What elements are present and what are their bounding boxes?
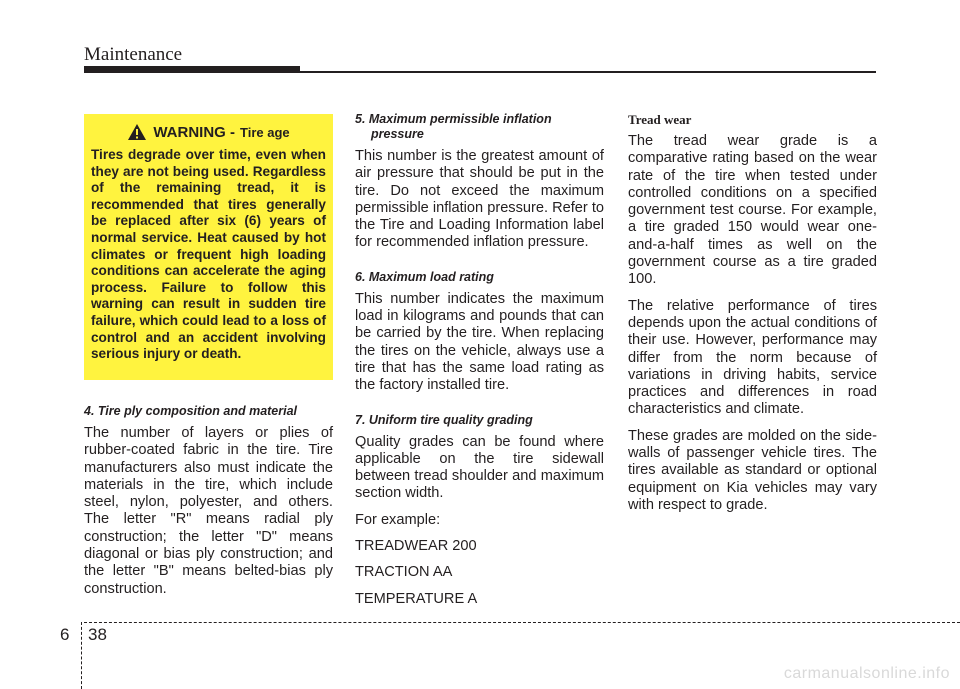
chapter-number: 6 xyxy=(60,625,70,644)
watermark: carmanualsonline.info xyxy=(783,665,950,682)
utqg-title: 7. Uniform tire quality grading xyxy=(355,412,533,427)
utqg-example-label: For example: xyxy=(355,511,441,528)
treadwear-paragraph-1: The tread wear grade is a comparative rating based on the wear rate of the tire when tested under controlled conditions on a specified government test course. For example, a tire graded 150 would wear one-and-a-half times as well on the government course as a tire graded 100. xyxy=(628,133,877,288)
ply-body: The number of layers or plies of rubber-coated fabric in the tire. Tire manufacturers also must indicate the materials in the tire, which include steel, nylon, polyester, and others. The letter "R" means radial ply construction; the letter "D" means diagonal or bias ply construction; and the letter "B" means belted-bias ply construction. xyxy=(84,425,333,597)
inflation-body: This number is the greatest amount of air pressure that should be put in the tire. Do not exceed the maximum permissible inflation pressure. Refer to the Tire and Loading Information label for recommended inflation pressure. xyxy=(355,148,605,251)
page-header-title: Maintenance xyxy=(84,44,183,65)
load-title: 6. Maximum load rating xyxy=(355,269,494,284)
utqg-example-temperature: TEMPERATURE A xyxy=(355,590,478,607)
utqg-body: Quality grades can be found where applicable on the tire sidewall between tread shoulder and maximum section width. xyxy=(355,433,604,502)
warning-label: WARNING - xyxy=(153,123,236,141)
treadwear-paragraph-3: These grades are molded on the side-walls of passenger vehicle tires. The tires available as standard or optional equipment on Kia vehicles may vary with respect to grade. xyxy=(628,427,877,513)
column-2 xyxy=(355,112,604,617)
warning-heading xyxy=(91,121,326,143)
inflation-title-line1: 5. Maximum permissible inflation xyxy=(355,112,552,126)
utqg-example-traction: TRACTION AA xyxy=(355,564,453,581)
ply-section xyxy=(84,404,333,607)
inflation-title xyxy=(355,112,604,142)
warning-text: Tires degrade over time, even when they are not being used. Regardless of the remaining tread, it is recommended that tires generally be replaced after six (6) years of normal service. Heat caused by hot climates or frequent high loading conditions can accelerate the aging process. Failure to follow this warning can result in sudden tire failure, which could lead to a loss of control and an accident involving serious injury or death. xyxy=(91,147,326,362)
header-rule-thick xyxy=(84,66,300,73)
footer-divider xyxy=(81,622,83,689)
load-body: This number indicates the maximum load in kilograms and pounds that can be carried by the tire. When replacing the tires on the vehicle, always use a tire that has the same load rating as the factory installed tire. xyxy=(355,290,604,394)
warning-sublabel: Tire age xyxy=(240,124,290,140)
footer-rule xyxy=(84,622,960,623)
inflation-title-line2: pressure xyxy=(371,127,424,141)
utqg-example-treadwear: TREADWEAR 200 xyxy=(355,538,477,555)
warning-box xyxy=(84,114,333,380)
treadwear-title: Tread wear xyxy=(628,112,692,127)
column-3 xyxy=(628,112,877,523)
ply-title: 4. Tire ply composition and material xyxy=(84,404,298,418)
treadwear-paragraph-2: The relative performance of tires depends upon the actual conditions of their use. However, performance may differ from the norm because of variations in driving habits, service practices and differences in road characteristics and climate. xyxy=(628,297,877,418)
header-rule-thin xyxy=(300,71,876,73)
page-number: 38 xyxy=(88,625,107,644)
warning-triangle-icon xyxy=(127,123,147,141)
